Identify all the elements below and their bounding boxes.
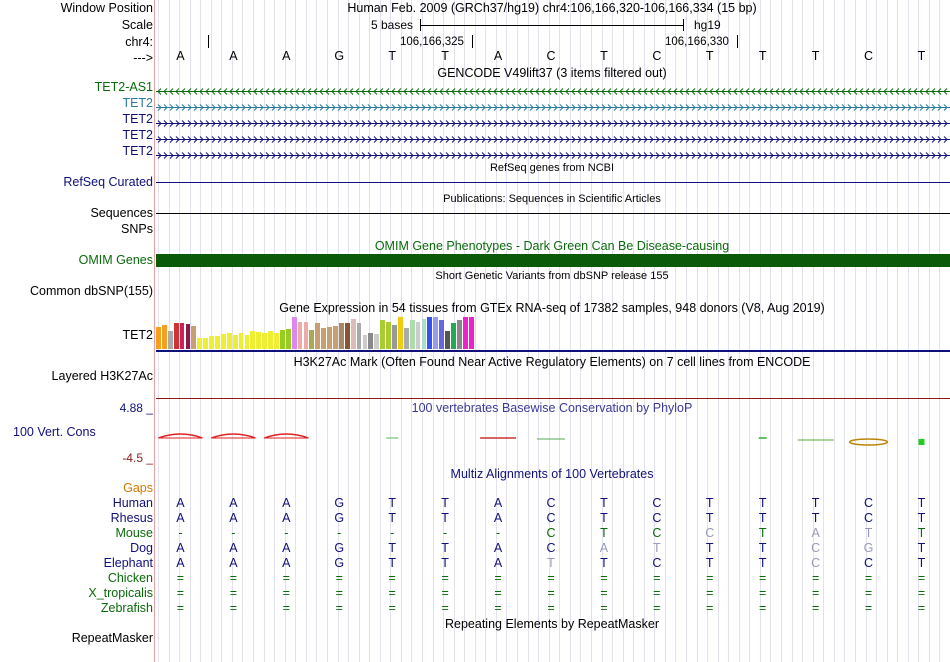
multiz-aligned-base: = xyxy=(282,601,290,615)
multiz-aligned-base: T xyxy=(864,526,873,540)
gtex-tissue-bar[interactable] xyxy=(209,336,214,349)
omim-track-title: OMIM Gene Phenotypes - Dark Green Can Be Disease-causing xyxy=(374,239,730,253)
multiz-aligned-base: = xyxy=(388,601,396,615)
gtex-tissue-bar[interactable] xyxy=(298,322,303,349)
dbsnp-track-label[interactable]: Common dbSNP(155) xyxy=(30,284,153,298)
publications-track-line xyxy=(156,213,950,214)
ruler-tick xyxy=(737,35,738,48)
gtex-tissue-bar[interactable] xyxy=(162,325,167,349)
multiz-aligned-base: T xyxy=(811,496,820,510)
multiz-aligned-base: T xyxy=(758,496,767,510)
gtex-tissue-bar[interactable] xyxy=(392,325,397,349)
multiz-aligned-base: C xyxy=(546,541,556,555)
multiz-aligned-base: A xyxy=(176,496,185,510)
multiz-aligned-base: = xyxy=(176,571,185,585)
multiz-aligned-base: = xyxy=(388,586,396,600)
gtex-tissue-bar[interactable] xyxy=(309,330,314,349)
phylop-peak xyxy=(211,434,255,438)
gtex-tissue-bar[interactable] xyxy=(451,323,456,349)
multiz-aligned-base: = xyxy=(494,571,502,585)
multiz-aligned-base: T xyxy=(600,556,608,570)
multiz-aligned-base: C xyxy=(546,511,556,525)
reference-base: T xyxy=(811,49,820,63)
gtex-tissue-bar[interactable] xyxy=(256,332,261,349)
gtex-tissue-bar[interactable] xyxy=(221,334,226,349)
ruler-tick xyxy=(208,35,209,48)
reference-base: A xyxy=(493,49,503,63)
repeatmasker-track-title: Repeating Elements by RepeatMasker xyxy=(444,617,660,631)
multiz-aligned-base: = xyxy=(494,601,502,615)
chrom-label: chr4: xyxy=(125,35,153,49)
gtex-tissue-bar[interactable] xyxy=(286,329,291,349)
dbsnp-track-title: Short Genetic Variants from dbSNP release 155 xyxy=(435,270,669,282)
refseq-track-title: RefSeq genes from NCBI xyxy=(489,162,615,174)
multiz-aligned-base: G xyxy=(334,541,345,555)
h3k27ac-baseline xyxy=(156,398,950,399)
multiz-aligned-base: = xyxy=(653,586,661,600)
reference-base: C xyxy=(652,49,662,63)
multiz-aligned-base: T xyxy=(917,541,926,555)
gtex-track-title: Gene Expression in 54 tissues from GTEx RNA-seq of 17382 samples, 948 donors (V8, Aug 2019) xyxy=(279,301,825,315)
multiz-aligned-base: A xyxy=(282,541,291,555)
multiz-aligned-base: T xyxy=(758,526,767,540)
gtex-tissue-bar[interactable] xyxy=(262,333,267,349)
multiz-aligned-base: = xyxy=(759,571,767,585)
multiz-aligned-base: G xyxy=(334,511,345,525)
multiz-aligned-base: T xyxy=(917,496,926,510)
multiz-aligned-base: = xyxy=(864,586,873,600)
multiz-aligned-base: = xyxy=(547,601,555,615)
omim-gene-bar[interactable] xyxy=(156,254,950,267)
multiz-aligned-base: = xyxy=(229,586,238,600)
multiz-species-label[interactable]: Mouse xyxy=(115,526,153,540)
gencode-gene-label[interactable]: TET2 xyxy=(122,144,153,158)
strand-arrow-label: ---> xyxy=(133,51,153,65)
gtex-baseline xyxy=(156,350,950,352)
scale-label: Scale xyxy=(121,18,153,32)
multiz-aligned-base: T xyxy=(441,541,449,555)
multiz-aligned-base: C xyxy=(864,556,874,570)
multiz-aligned-base: A xyxy=(229,511,238,525)
gtex-tissue-bar[interactable] xyxy=(315,323,320,349)
window-position-label: Window Position xyxy=(60,1,153,15)
multiz-aligned-base: A xyxy=(599,541,609,555)
gtex-tissue-bar[interactable] xyxy=(191,326,196,349)
multiz-aligned-base: = xyxy=(388,571,396,585)
multiz-aligned-base: A xyxy=(282,496,291,510)
reference-base: C xyxy=(546,49,556,63)
multiz-species-label[interactable]: Chicken xyxy=(107,571,153,585)
multiz-aligned-base: T xyxy=(653,541,661,555)
multiz-aligned-base: T xyxy=(705,511,714,525)
multiz-aligned-base: C xyxy=(864,496,874,510)
multiz-aligned-base: - xyxy=(178,526,183,540)
ruler-tick xyxy=(472,35,473,48)
multiz-species-label[interactable]: Dog xyxy=(130,541,153,555)
gtex-tissue-bar[interactable] xyxy=(197,338,202,349)
multiz-aligned-base: G xyxy=(863,541,874,555)
multiz-aligned-base: = xyxy=(811,601,820,615)
refseq-track-line xyxy=(156,182,950,183)
ruler-coord-left: 106,166,325 xyxy=(400,36,464,48)
position-title: Human Feb. 2009 (GRCh37/hg19) chr4:106,166,320-106,166,334 (15 bp) xyxy=(347,1,757,15)
gtex-expression-bars[interactable] xyxy=(156,316,556,349)
phylop-peak xyxy=(264,434,308,438)
multiz-aligned-base: = xyxy=(759,601,767,615)
multiz-aligned-base: A xyxy=(282,556,291,570)
multiz-aligned-base: = xyxy=(864,571,873,585)
multiz-aligned-base: G xyxy=(334,556,345,570)
multiz-species-label[interactable]: Elephant xyxy=(103,556,153,570)
gtex-tissue-bar[interactable] xyxy=(233,335,238,349)
multiz-aligned-base: T xyxy=(758,556,767,570)
gtex-tissue-bar[interactable] xyxy=(245,335,250,349)
multiz-aligned-base: C xyxy=(546,496,556,510)
multiz-aligned-base: C xyxy=(864,511,874,525)
multiz-aligned-base: T xyxy=(441,511,449,525)
multiz-aligned-base: = xyxy=(441,571,449,585)
multiz-aligned-base: - xyxy=(443,526,448,540)
multiz-aligned-base: T xyxy=(811,511,820,525)
multiz-gaps-label[interactable]: Gaps xyxy=(123,481,153,495)
publications-track-label[interactable]: Sequences xyxy=(90,206,153,220)
multiz-aligned-base: = xyxy=(706,571,714,585)
gencode-track-title: GENCODE V49lift37 (3 items filtered out) xyxy=(437,66,667,80)
multiz-species-label[interactable]: Human xyxy=(112,496,153,510)
gtex-tissue-bar[interactable] xyxy=(463,317,468,349)
gtex-tissue-bar[interactable] xyxy=(321,328,326,349)
phylop-track-label[interactable]: 100 Vert. Cons xyxy=(13,425,96,439)
multiz-aligned-base: = xyxy=(917,601,926,615)
multiz-aligned-base: T xyxy=(600,511,608,525)
multiz-aligned-base: = xyxy=(600,586,608,600)
multiz-aligned-base: T xyxy=(600,526,608,540)
gtex-tissue-bar[interactable] xyxy=(380,320,385,349)
ruler-coord-right: 106,166,330 xyxy=(665,36,729,48)
multiz-aligned-base: = xyxy=(653,571,661,585)
multiz-aligned-base: C xyxy=(652,511,662,525)
multiz-aligned-base: A xyxy=(229,556,238,570)
reference-base: T xyxy=(917,49,926,63)
gtex-tissue-bar[interactable] xyxy=(227,333,232,349)
gencode-gene-label[interactable]: TET2-AS1 xyxy=(94,80,153,94)
gtex-tissue-bar[interactable] xyxy=(357,323,362,349)
multiz-aligned-base: A xyxy=(493,556,503,570)
multiz-aligned-base: A xyxy=(811,526,820,540)
multiz-aligned-base: A xyxy=(493,541,503,555)
gtex-tissue-bar[interactable] xyxy=(250,331,255,349)
multiz-aligned-base: = xyxy=(600,601,608,615)
multiz-aligned-base: = xyxy=(441,601,449,615)
multiz-aligned-base: A xyxy=(176,511,185,525)
gtex-tissue-bar[interactable] xyxy=(345,323,350,349)
multiz-aligned-base: T xyxy=(705,496,714,510)
multiz-aligned-base: = xyxy=(917,586,926,600)
reference-base: T xyxy=(705,49,714,63)
multiz-aligned-base: T xyxy=(388,541,396,555)
multiz-aligned-base: T xyxy=(441,496,449,510)
reference-base: G xyxy=(334,49,345,63)
gtex-tissue-bar[interactable] xyxy=(304,322,309,349)
h3k27ac-track-title: H3K27Ac Mark (Often Found Near Active Regulatory Elements) on 7 cell lines from ENCODE xyxy=(293,355,811,369)
multiz-aligned-base: = xyxy=(335,586,343,600)
scale-bar xyxy=(420,19,684,31)
multiz-aligned-base: - xyxy=(495,526,501,540)
multiz-aligned-base: = xyxy=(653,601,661,615)
multiz-aligned-base: - xyxy=(390,526,395,540)
gtex-tissue-bar[interactable] xyxy=(186,324,191,349)
publications-track-label-2[interactable]: SNPs xyxy=(121,222,153,236)
phylop-scale-top: 4.88 _ xyxy=(119,401,153,415)
multiz-aligned-base: = xyxy=(864,601,873,615)
multiz-aligned-base: A xyxy=(493,511,503,525)
multiz-aligned-base: = xyxy=(600,571,608,585)
multiz-aligned-base: = xyxy=(176,586,185,600)
multiz-aligned-base: T xyxy=(917,511,926,525)
multiz-aligned-base: A xyxy=(282,511,291,525)
multiz-aligned-base: C xyxy=(652,526,662,540)
reference-base: C xyxy=(864,49,874,63)
gencode-gene-label[interactable]: TET2 xyxy=(122,96,153,110)
gtex-tissue-bar[interactable] xyxy=(445,331,450,349)
multiz-aligned-base: - xyxy=(284,526,289,540)
gtex-tissue-bar[interactable] xyxy=(351,319,356,349)
multiz-aligned-base: T xyxy=(388,511,396,525)
multiz-aligned-base: T xyxy=(705,541,714,555)
gtex-tissue-bar[interactable] xyxy=(156,327,161,349)
multiz-aligned-base: T xyxy=(388,556,396,570)
multiz-aligned-base: G xyxy=(334,496,345,510)
multiz-aligned-base: = xyxy=(335,601,343,615)
gencode-transcript[interactable] xyxy=(156,132,950,139)
gtex-tissue-bar[interactable] xyxy=(410,320,415,349)
gtex-tissue-bar[interactable] xyxy=(433,317,438,349)
multiz-aligned-base: = xyxy=(229,601,238,615)
multiz-species-label[interactable]: Zebrafish xyxy=(100,601,153,615)
multiz-aligned-base: A xyxy=(229,496,238,510)
multiz-aligned-base: T xyxy=(547,556,555,570)
multiz-aligned-base: C xyxy=(652,496,662,510)
multiz-aligned-base: = xyxy=(917,571,926,585)
multiz-aligned-base: = xyxy=(706,601,714,615)
refseq-track-label[interactable]: RefSeq Curated xyxy=(63,175,153,189)
multiz-aligned-base: A xyxy=(176,556,185,570)
gtex-tissue-bar[interactable] xyxy=(239,333,244,349)
multiz-aligned-base: = xyxy=(282,586,290,600)
gtex-tissue-bar[interactable] xyxy=(168,331,173,349)
multiz-aligned-base: - xyxy=(337,526,342,540)
multiz-aligned-base: = xyxy=(176,601,185,615)
multiz-aligned-base: A xyxy=(176,541,185,555)
phylop-track-title: 100 vertebrates Basewise Conservation by PhyloP xyxy=(411,401,693,415)
scale-text: 5 bases xyxy=(371,18,414,32)
gtex-tissue-bar[interactable] xyxy=(333,326,338,349)
reference-base: T xyxy=(600,49,608,63)
assembly-label: hg19 xyxy=(694,18,721,32)
gtex-tissue-bar[interactable] xyxy=(292,317,297,349)
reference-base: T xyxy=(758,49,767,63)
multiz-aligned-base: = xyxy=(494,586,502,600)
gtex-tissue-bar[interactable] xyxy=(427,317,432,349)
gencode-gene-label[interactable]: TET2 xyxy=(122,128,153,142)
reference-base: T xyxy=(441,49,449,63)
gtex-tissue-bar[interactable] xyxy=(404,328,409,349)
multiz-species-label[interactable]: X_tropicalis xyxy=(88,586,153,600)
multiz-aligned-base: = xyxy=(547,586,555,600)
multiz-aligned-base: C xyxy=(811,541,821,555)
phylop-dip xyxy=(850,439,888,445)
multiz-track-title: Multiz Alignments of 100 Vertebrates xyxy=(450,467,654,481)
repeatmasker-track-label[interactable]: RepeatMasker xyxy=(71,631,153,645)
gencode-transcript[interactable] xyxy=(156,116,950,123)
gencode-transcript[interactable] xyxy=(156,84,950,91)
multiz-aligned-base: T xyxy=(758,511,767,525)
multiz-aligned-base: = xyxy=(811,586,820,600)
phylop-conservation-graph xyxy=(156,428,950,448)
reference-base: T xyxy=(388,49,396,63)
gtex-track-label[interactable]: TET2 xyxy=(122,328,153,342)
multiz-aligned-base: = xyxy=(811,571,820,585)
h3k27ac-track-label[interactable]: Layered H3K27Ac xyxy=(51,369,153,383)
multiz-aligned-base: C xyxy=(546,526,556,540)
gtex-tissue-bar[interactable] xyxy=(457,320,462,349)
gtex-tissue-bar[interactable] xyxy=(398,317,403,349)
multiz-aligned-base: = xyxy=(335,571,343,585)
gtex-tissue-bar[interactable] xyxy=(386,322,391,349)
multiz-aligned-base: = xyxy=(759,586,767,600)
multiz-aligned-base: C xyxy=(652,556,662,570)
reference-base: A xyxy=(176,49,185,63)
gtex-tissue-bar[interactable] xyxy=(280,330,285,349)
gtex-tissue-bar[interactable] xyxy=(439,320,444,349)
multiz-aligned-base: A xyxy=(493,496,503,510)
gtex-tissue-bar[interactable] xyxy=(416,322,421,349)
phylop-peak xyxy=(158,434,202,438)
gtex-tissue-bar[interactable] xyxy=(363,335,368,349)
multiz-aligned-base: C xyxy=(705,526,715,540)
multiz-aligned-base: = xyxy=(547,571,555,585)
gtex-tissue-bar[interactable] xyxy=(274,333,279,349)
label-divider xyxy=(154,0,155,662)
omim-track-label[interactable]: OMIM Genes xyxy=(78,253,153,267)
gencode-transcript[interactable] xyxy=(156,100,950,107)
gtex-tissue-bar[interactable] xyxy=(339,323,344,349)
multiz-aligned-base: = xyxy=(706,586,714,600)
phylop-scale-bottom: -4.5 _ xyxy=(122,451,153,465)
gtex-tissue-bar[interactable] xyxy=(215,336,220,349)
gencode-transcript[interactable] xyxy=(156,148,950,155)
gencode-gene-label[interactable]: TET2 xyxy=(122,112,153,126)
multiz-aligned-base: T xyxy=(917,526,926,540)
gtex-tissue-bar[interactable] xyxy=(374,334,379,349)
multiz-aligned-base: T xyxy=(705,556,714,570)
gtex-tissue-bar[interactable] xyxy=(180,323,185,349)
publications-track-title: Publications: Sequences in Scientific Articles xyxy=(443,193,661,205)
multiz-aligned-base: T xyxy=(600,496,608,510)
multiz-species-label[interactable]: Rhesus xyxy=(110,511,153,525)
multiz-aligned-base: T xyxy=(758,541,767,555)
multiz-aligned-base: C xyxy=(811,556,821,570)
reference-base: A xyxy=(282,49,291,63)
gtex-tissue-bar[interactable] xyxy=(368,333,373,349)
multiz-aligned-base: T xyxy=(441,556,449,570)
gtex-tissue-bar[interactable] xyxy=(469,317,474,349)
multiz-aligned-base: T xyxy=(917,556,926,570)
gtex-tissue-bar[interactable] xyxy=(422,319,427,349)
phylop-point xyxy=(918,439,924,445)
gtex-tissue-bar[interactable] xyxy=(203,338,208,349)
multiz-aligned-base: T xyxy=(388,496,396,510)
multiz-aligned-base: A xyxy=(229,541,238,555)
gtex-tissue-bar[interactable] xyxy=(327,327,332,349)
reference-base: A xyxy=(229,49,238,63)
gtex-tissue-bar[interactable] xyxy=(174,323,179,349)
multiz-aligned-base: = xyxy=(282,571,290,585)
multiz-aligned-base: - xyxy=(231,526,236,540)
multiz-aligned-base: = xyxy=(229,571,238,585)
multiz-aligned-base: = xyxy=(441,586,449,600)
gtex-tissue-bar[interactable] xyxy=(268,331,273,349)
